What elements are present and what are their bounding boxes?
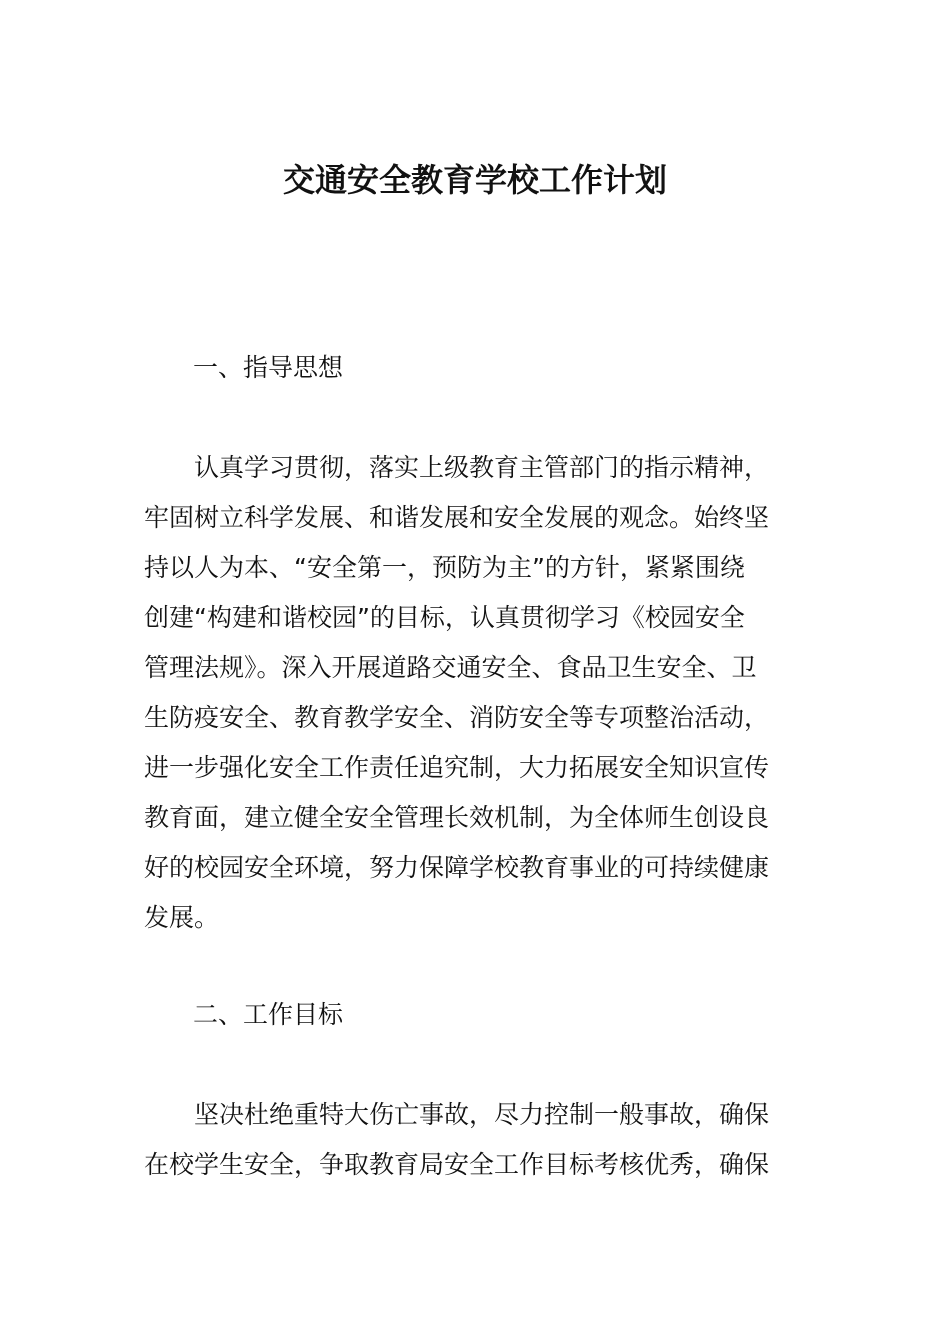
- paragraph-line: 管理法规》。深入开展道路交通安全、食品卫生安全、卫: [144, 653, 757, 682]
- paragraph-line: 好的校园安全环境，努力保障学校教育事业的可持续健康: [144, 853, 770, 882]
- document-title: 交通安全教育学校工作计划: [282, 161, 667, 199]
- section-heading-guiding-ideology: 一、指导思想: [193, 353, 344, 382]
- paragraph-line: 进一步强化安全工作责任追究制，大力拓展安全知识宣传: [144, 753, 770, 782]
- paragraph-line: 坚决杜绝重特大伤亡事故，尽力控制一般事故，确保: [194, 1100, 770, 1129]
- paragraph-line: 创建“构建和谐校园”的目标，认真贯彻学习《校园安全: [144, 603, 745, 632]
- paragraph-line: 生防疫安全、教育教学安全、消防安全等专项整治活动，: [144, 703, 770, 732]
- paragraph-line: 牢固树立科学发展、和谐发展和安全发展的观念。始终坚: [144, 503, 770, 532]
- section-heading-work-goals: 二、工作目标: [193, 1000, 344, 1029]
- section-paragraph-guiding-ideology: [144, 443, 808, 943]
- paragraph-line: 发展。: [144, 903, 220, 932]
- section-paragraph-work-goals: [144, 1090, 808, 1190]
- paragraph-line: 教育面，建立健全安全管理长效机制，为全体师生创设良: [144, 803, 770, 832]
- paragraph-line: 认真学习贯彻，落实上级教育主管部门的指示精神，: [194, 453, 770, 482]
- paragraph-line: 在校学生安全，争取教育局安全工作目标考核优秀，确保: [144, 1150, 770, 1179]
- paragraph-line: 持以人为本、“安全第一，预防为主”的方针，紧紧围绕: [144, 553, 745, 582]
